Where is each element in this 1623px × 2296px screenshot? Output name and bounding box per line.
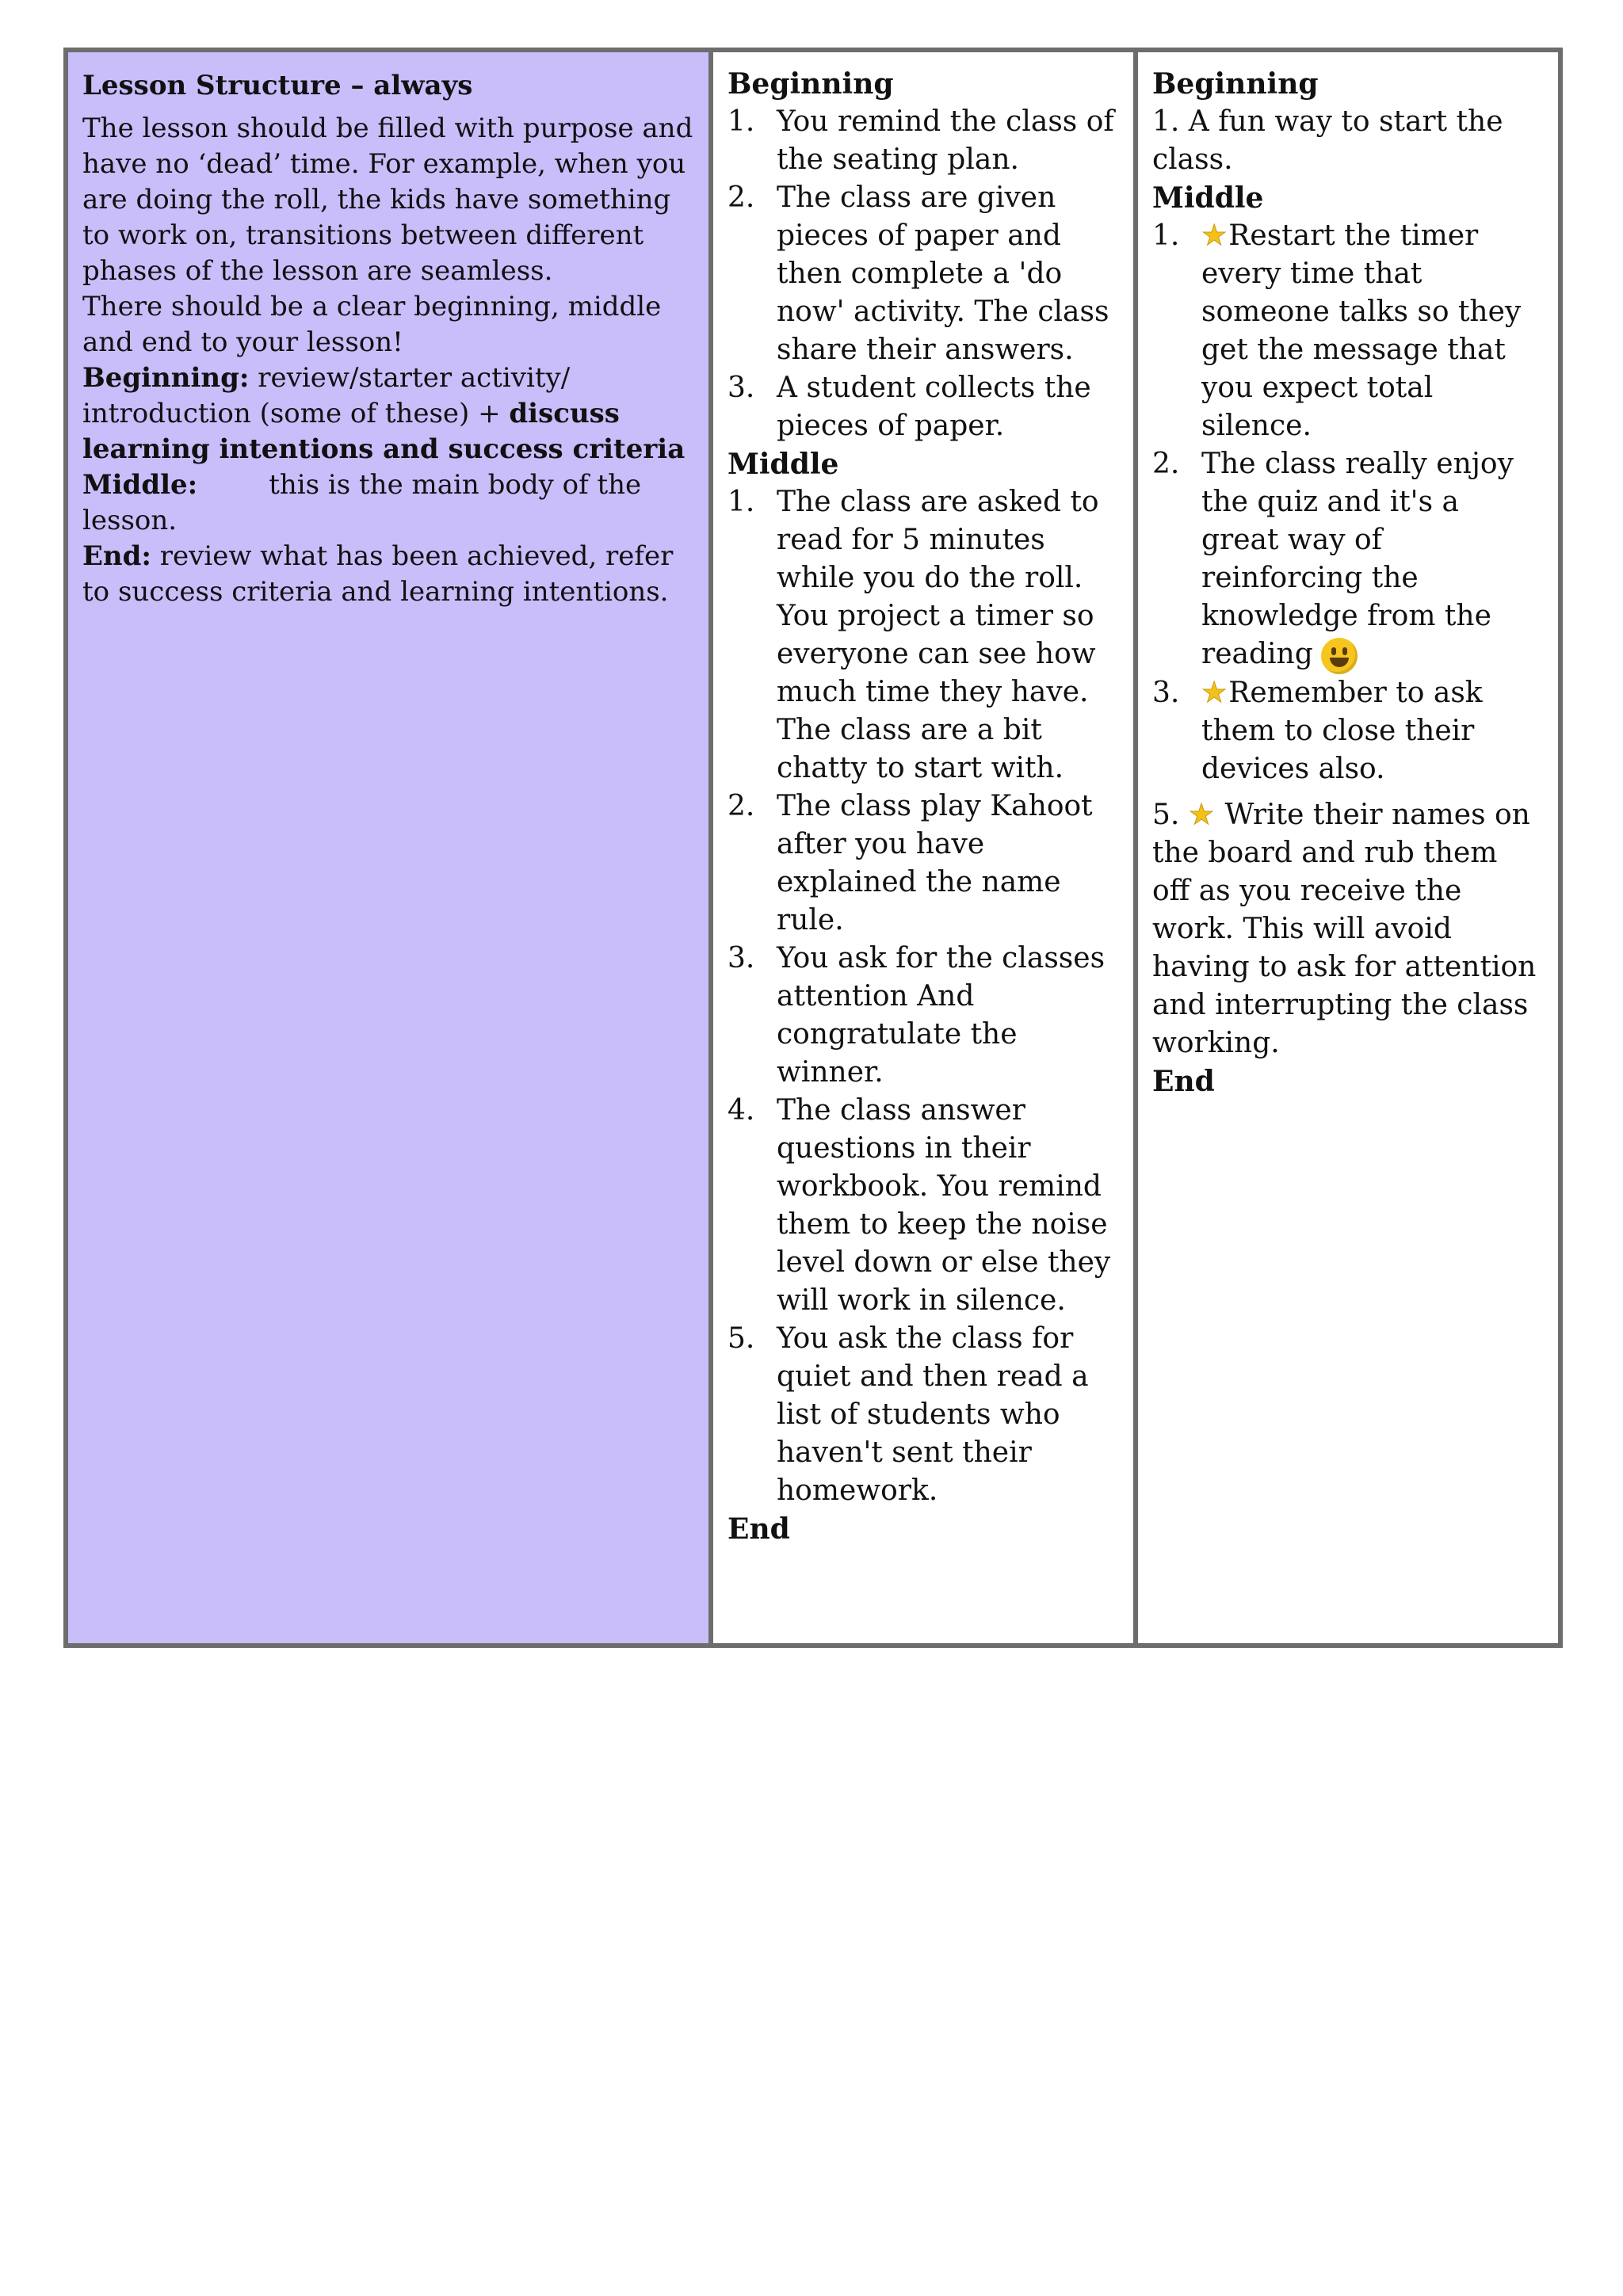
list-number: 3. [727, 942, 755, 974]
list-item [727, 103, 1119, 179]
improvements-cell [1138, 52, 1558, 1643]
middle-heading: Middle [1152, 181, 1264, 215]
middle-heading: Middle [727, 448, 839, 481]
middle-list [727, 483, 1119, 1510]
list-text: The class are given pieces of paper and then complete a 'do now' activity. The class share their answers. [777, 181, 1109, 366]
beginning-text: review/starter activity/ introduction (some of these) + [82, 362, 571, 429]
middle-definition [82, 467, 694, 539]
list-number: 2. [727, 181, 755, 214]
clear-structure-text: There should be a clear beginning, middle and end to your lesson! [82, 291, 662, 358]
list-number: 5. [1152, 799, 1180, 831]
middle-list [1152, 217, 1544, 788]
list-number: 1. [727, 105, 755, 138]
list-text [1201, 674, 1544, 788]
item-five-text: Write their names on the board and rub them off as you receive the work. This will avoid having to ask for attention and interrupting the class working. [1152, 799, 1537, 1059]
list-text: The class play Kahoot after you have explained the name rule. [777, 790, 1093, 936]
beginning-text: 1. A fun way to start the class. [1152, 105, 1503, 176]
list-text [1201, 445, 1544, 674]
star-icon: ★ [1188, 799, 1215, 831]
beginning-heading: Beginning [727, 67, 894, 101]
end-heading: End [727, 1512, 790, 1546]
list-item [727, 788, 1119, 940]
scenario-cell [713, 52, 1138, 1643]
lesson-structure-title: Lesson Structure – always [82, 70, 473, 101]
list-item [727, 1320, 1119, 1510]
list-item [1152, 674, 1544, 788]
middle-label: Middle: [82, 469, 198, 501]
list-text: The class are asked to read for 5 minutes while you do the roll. You project a timer so everyone can see how much time they have. The class are a bit chatty to start with. [777, 486, 1099, 784]
list-text: You ask for the classes attention And congratulate the winner. [777, 942, 1106, 1089]
list-number: 1. [727, 486, 755, 518]
star-icon: ★ [1201, 219, 1228, 252]
end-text: review what has been achieved, refer to success criteria and learning intentions. [82, 540, 674, 608]
lesson-table [63, 48, 1563, 1648]
list-number: 3. [1152, 677, 1180, 709]
end-heading: End [1152, 1065, 1215, 1098]
beginning-definition [82, 360, 694, 467]
beginning-label: Beginning: [82, 362, 250, 394]
list-text: You ask the class for quiet and then read a list of students who haven't sent their homework. [777, 1322, 1089, 1507]
list-number: 2. [1152, 448, 1180, 480]
list-item [727, 1092, 1119, 1320]
beginning-heading: Beginning [1152, 67, 1319, 101]
star-icon: ★ [1201, 677, 1228, 709]
list-text-content: The class really enjoy the quiz and it's a great way of reinforcing the knowledge from the reading [1201, 448, 1514, 670]
beginning-bold-text: discuss learning intentions and success criteria [82, 398, 685, 465]
list-text [1201, 217, 1544, 445]
list-number: 3. [727, 372, 755, 404]
middle-text: this is the main body of the lesson. [82, 469, 642, 536]
end-label: End: [82, 540, 151, 572]
list-number: 4. [727, 1094, 755, 1127]
list-item [1152, 445, 1544, 674]
list-text: A student collects the pieces of paper. [777, 372, 1091, 442]
list-text-content: Remember to ask them to close their devices also. [1201, 677, 1483, 785]
item-five [1152, 796, 1544, 1062]
list-item [727, 483, 1119, 788]
list-item [727, 179, 1119, 369]
end-definition [82, 539, 694, 610]
lesson-structure-cell [68, 52, 713, 1643]
list-item [727, 369, 1119, 445]
list-text-content: Restart the timer every time that someone talks so they get the message that you expect total silence. [1201, 219, 1522, 442]
beginning-list [727, 103, 1119, 445]
intro-text: The lesson should be filled with purpose and have no ‘dead’ time. For example, when you are doing the roll, the kids have something to work on, transitions between different phases of the lesson are seamless. [82, 113, 693, 287]
smiley-face-icon [1321, 638, 1358, 674]
list-number: 1. [1152, 219, 1180, 252]
list-text: You remind the class of the seating plan. [777, 105, 1114, 176]
list-number: 5. [727, 1322, 755, 1355]
list-item [1152, 217, 1544, 445]
list-item [727, 940, 1119, 1092]
list-text: The class answer questions in their workbook. You remind them to keep the noise level down or else they will work in silence. [777, 1094, 1111, 1317]
list-number: 2. [727, 790, 755, 822]
